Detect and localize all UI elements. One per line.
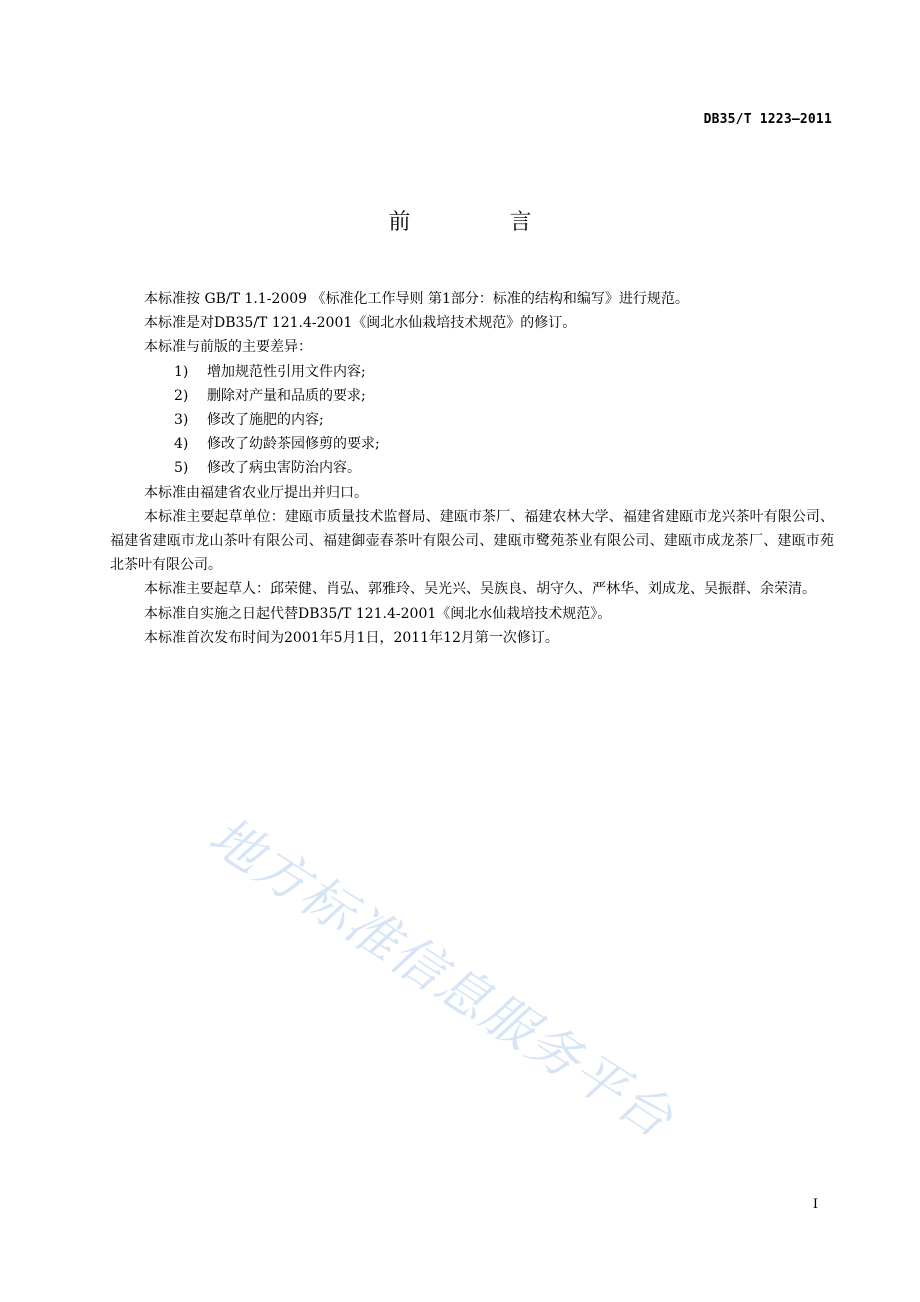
list-item-text: 修改了病虫害防治内容。 bbox=[207, 460, 361, 477]
list-item bbox=[110, 456, 834, 480]
list-item-text: 修改了幼龄茶园修剪的要求; bbox=[207, 436, 380, 453]
list-item-text: 增加规范性引用文件内容; bbox=[207, 363, 366, 380]
paragraph-differences-intro: 本标准与前版的主要差异： bbox=[144, 339, 312, 356]
list-item-number: 4) bbox=[174, 436, 189, 453]
document-code: DB35/T 1223—2011 bbox=[703, 112, 832, 127]
paragraph-proposer: 本标准由福建省农业厅提出并归口。 bbox=[144, 484, 368, 501]
paragraph-standard-basis: 本标准按 GB/T 1.1-2009 《标准化工作导则 第1部分：标准的结构和编写》进行规范。 bbox=[144, 291, 689, 307]
list-item-number: 1) bbox=[174, 363, 189, 380]
list-item-text: 修改了施肥的内容; bbox=[207, 412, 324, 429]
watermark: 地方标准信息服务平台 bbox=[198, 805, 684, 1151]
list-item-number: 3) bbox=[174, 412, 189, 429]
page-title: 前 言 bbox=[388, 210, 578, 235]
differences-list bbox=[110, 360, 834, 481]
list-item bbox=[110, 432, 834, 456]
paragraph-drafting-units: 本标准主要起草单位：建瓯市质量技术监督局、建瓯市茶厂、福建农林大学、福建省建瓯市龙兴茶叶有限公司、福建省建瓯市龙山茶叶有限公司、福建御壶春茶叶有限公司、建瓯市鹭苑茶业有限公司、建瓯市成龙茶厂、建瓯市苑北茶叶有限公司。 bbox=[110, 508, 834, 574]
list-item-number: 2) bbox=[174, 387, 189, 404]
list-item bbox=[110, 384, 834, 408]
paragraph-replacement: 本标准自实施之日起代替DB35/T 121.4-2001《闽北水仙栽培技术规范》。 bbox=[144, 605, 612, 622]
paragraph-revision-of: 本标准是对DB35/T 121.4-2001《闽北水仙栽培技术规范》的修订。 bbox=[144, 315, 577, 332]
paragraph-issue-history: 本标准首次发布时间为2001年5月1日，2011年12月第一次修订。 bbox=[144, 629, 559, 646]
list-item bbox=[110, 408, 834, 432]
list-item-text: 删除对产量和品质的要求; bbox=[207, 387, 366, 404]
page-number: I bbox=[812, 1197, 818, 1212]
foreword-body bbox=[110, 287, 834, 650]
paragraph-drafters: 本标准主要起草人：邱荣健、肖弘、郭雅玲、吴光兴、吴族良、胡守久、严林华、刘成龙、吴振群、余荣清。 bbox=[144, 581, 816, 598]
list-item bbox=[110, 360, 834, 384]
list-item-number: 5) bbox=[174, 460, 189, 477]
